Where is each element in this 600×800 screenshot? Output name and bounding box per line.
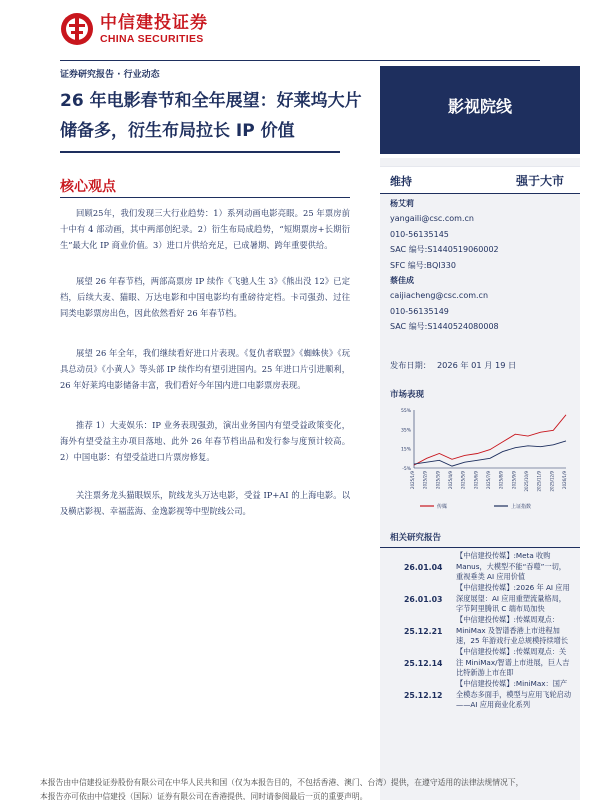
report-kicker: 证券研究报告 · 行业动态 [60,70,160,80]
report-date: 25.12.12 [404,691,443,700]
analyst-email: caijiacheng@csc.com.cn [390,291,489,301]
legend-label: 上证指数 [511,504,532,510]
analyst-name: 蔡佳成 [390,276,414,286]
x-tick-label: 2025/9/9 [511,471,517,489]
section-title-core-view: 核心观点 [60,179,116,195]
x-tick-label: 2025/2/9 [422,471,428,489]
x-tick-label: 2025/12/9 [549,471,555,492]
series-line [414,415,566,465]
x-tick-label: 2025/3/9 [435,471,441,489]
analyst-sfc: SFC 编号:BQI330 [390,260,456,270]
report-title[interactable]: 【中信建投传媒】:2026 年 AI 应用深度展望：AI 应用重塑流量格局，字节阿里腾讯 C 端布局加快 [456,583,570,614]
sector-name: 影视院线 [447,97,512,116]
rating-bar [380,166,580,194]
analyst-card [390,196,499,335]
brand-logo [60,12,208,46]
analyst-name: 杨艾莉 [390,199,414,208]
market-performance-title: 市场表现 [390,390,425,400]
publish-date-label: 发布日期： [390,360,431,370]
report-title[interactable]: 【中信建投传媒】:传媒周观点：MiniMax 及智谱香港上市进程加速，25 年游戏行业总规模持续增长 [456,615,569,646]
publish-date [390,360,522,371]
report-date: 26.01.03 [404,595,443,604]
x-tick-label: 2026/1/9 [562,471,567,489]
disclaimer-line: 本报告由中信建投证券股份有限公司在中华人民共和国（仅为本报告目的，不包括香港、澳门、台湾）提供，在遵守适用的法律法规情况下， [40,778,524,787]
x-tick-label: 2025/11/9 [536,471,542,492]
rating-value: 强于大市 [515,174,564,188]
paragraph-focus: 关注票务龙头猫眼娱乐，院线龙头万达电影，受益 IP+AI 的上海电影。以及横店影视、幸福蓝海、金逸影视等中型院线公司。 [60,490,350,516]
legend-label: 传媒 [437,504,448,510]
brand-name-en: CHINA SECURITIES [100,33,204,45]
header-divider [60,60,540,61]
rating-label: 维持 [390,175,412,188]
section-divider [60,197,350,198]
x-tick-label: 2025/1/9 [410,471,415,489]
brand-name-cn: 中信建投证券 [100,13,208,33]
y-tick-label: -5% [402,467,411,472]
paragraph-spring-festival: 展望 26 年春节档，两部高票房 IP 续作《飞驰人生 3》《熊出没 12》已定档，后续大麦、猫眼、万达电影和中国电影均有重磅待定档。卡司强劲、过往同类电影票房出色，因此依然看好 26 年春节档。 [60,276,350,318]
series-line [414,441,566,466]
report-date: 26.01.04 [404,563,443,572]
disclaimer-line: 本报告亦可依由中信建投（国际）证券有限公司在香港提供，同时请参阅最后一页的重要声明。 [40,792,368,800]
y-tick-label: 35% [400,428,411,434]
sector-banner [380,66,580,154]
publish-date-value: 2026 年 01 月 19 日 [436,360,517,370]
analyst-phone: 010-56135145 [390,229,449,239]
title-underline [60,151,340,153]
x-tick-label: 2025/6/9 [473,471,479,489]
disclaimer-footer [40,776,580,800]
paragraph-full-year: 展望 26 年全年，我们继续看好进口片表现。《复仇者联盟》《蜘蛛侠》《玩具总动员》《小黄人》等头部 IP 续作均有望引进国内。25 年进口片引进顺利，26 年好莱坞电影储备丰富，我们看好今年国内进口电影票房表现。 [60,348,350,390]
report-title[interactable]: 【中信建投传媒】:Meta 收购 Manus，大模型不能“吞噬”一切，重视垂类 AI 应用价值 [456,551,566,582]
x-tick-label: 2025/5/9 [460,471,466,489]
analyst-phone: 010-56135149 [390,306,449,316]
related-reports-title: 相关研究报告 [390,533,442,543]
analyst-email: yangaili@csc.com.cn [390,214,474,224]
report-title: 26 年电影春节和全年展望：好莱坞大片储备多，衍生布局拉长 IP 价值 [60,91,362,141]
report-title[interactable]: 【中信建投传媒】:MiniMax：国产全模态多面手，模型与应用飞轮启动——AI 应用商业化系列 [456,679,572,710]
x-tick-label: 2025/8/9 [498,471,504,489]
paragraph-review-2025: 回顾25年，我们发现三大行业趋势：1）系列动画电影亮眼。25 年票房前十中有 4 部动画，其中两部创纪录。2）衍生布局成趋势，“短期票房+长期衍生”最大化 IP 商业价值。3）进口片供给充足，已成暑期、跨年重要供给。 [60,208,350,250]
market-performance-chart [390,406,570,512]
report-title[interactable]: 【中信建投传媒】:传媒周观点：关注 MiniMax/智谱上市进展，巨人吉比特新游上市在即 [456,647,570,678]
report-date: 25.12.14 [404,659,443,668]
x-tick-label: 2025/4/9 [448,471,453,489]
paragraph-recommend: 推荐 1）大麦娱乐：IP 业务表现强劲，演出业务国内有望受益政策变化，海外有望受益主办项目落地、此外 26 年春节档出品和发行参与度预计较高。2）中国电影：有望受益进口片票房修复。 [60,420,350,462]
logo-emblem-icon [60,12,94,46]
analyst-sac: SAC 编号:S1440524080008 [390,322,499,332]
x-tick-label: 2025/7/9 [486,471,491,489]
report-date: 25.12.21 [404,627,443,636]
y-tick-label: 15% [400,447,411,453]
x-tick-label: 2025/10/9 [524,471,529,492]
y-tick-label: 55% [400,409,411,414]
analyst-sac: SAC 编号:S1440519060002 [390,245,499,255]
related-reports-header [380,528,580,548]
